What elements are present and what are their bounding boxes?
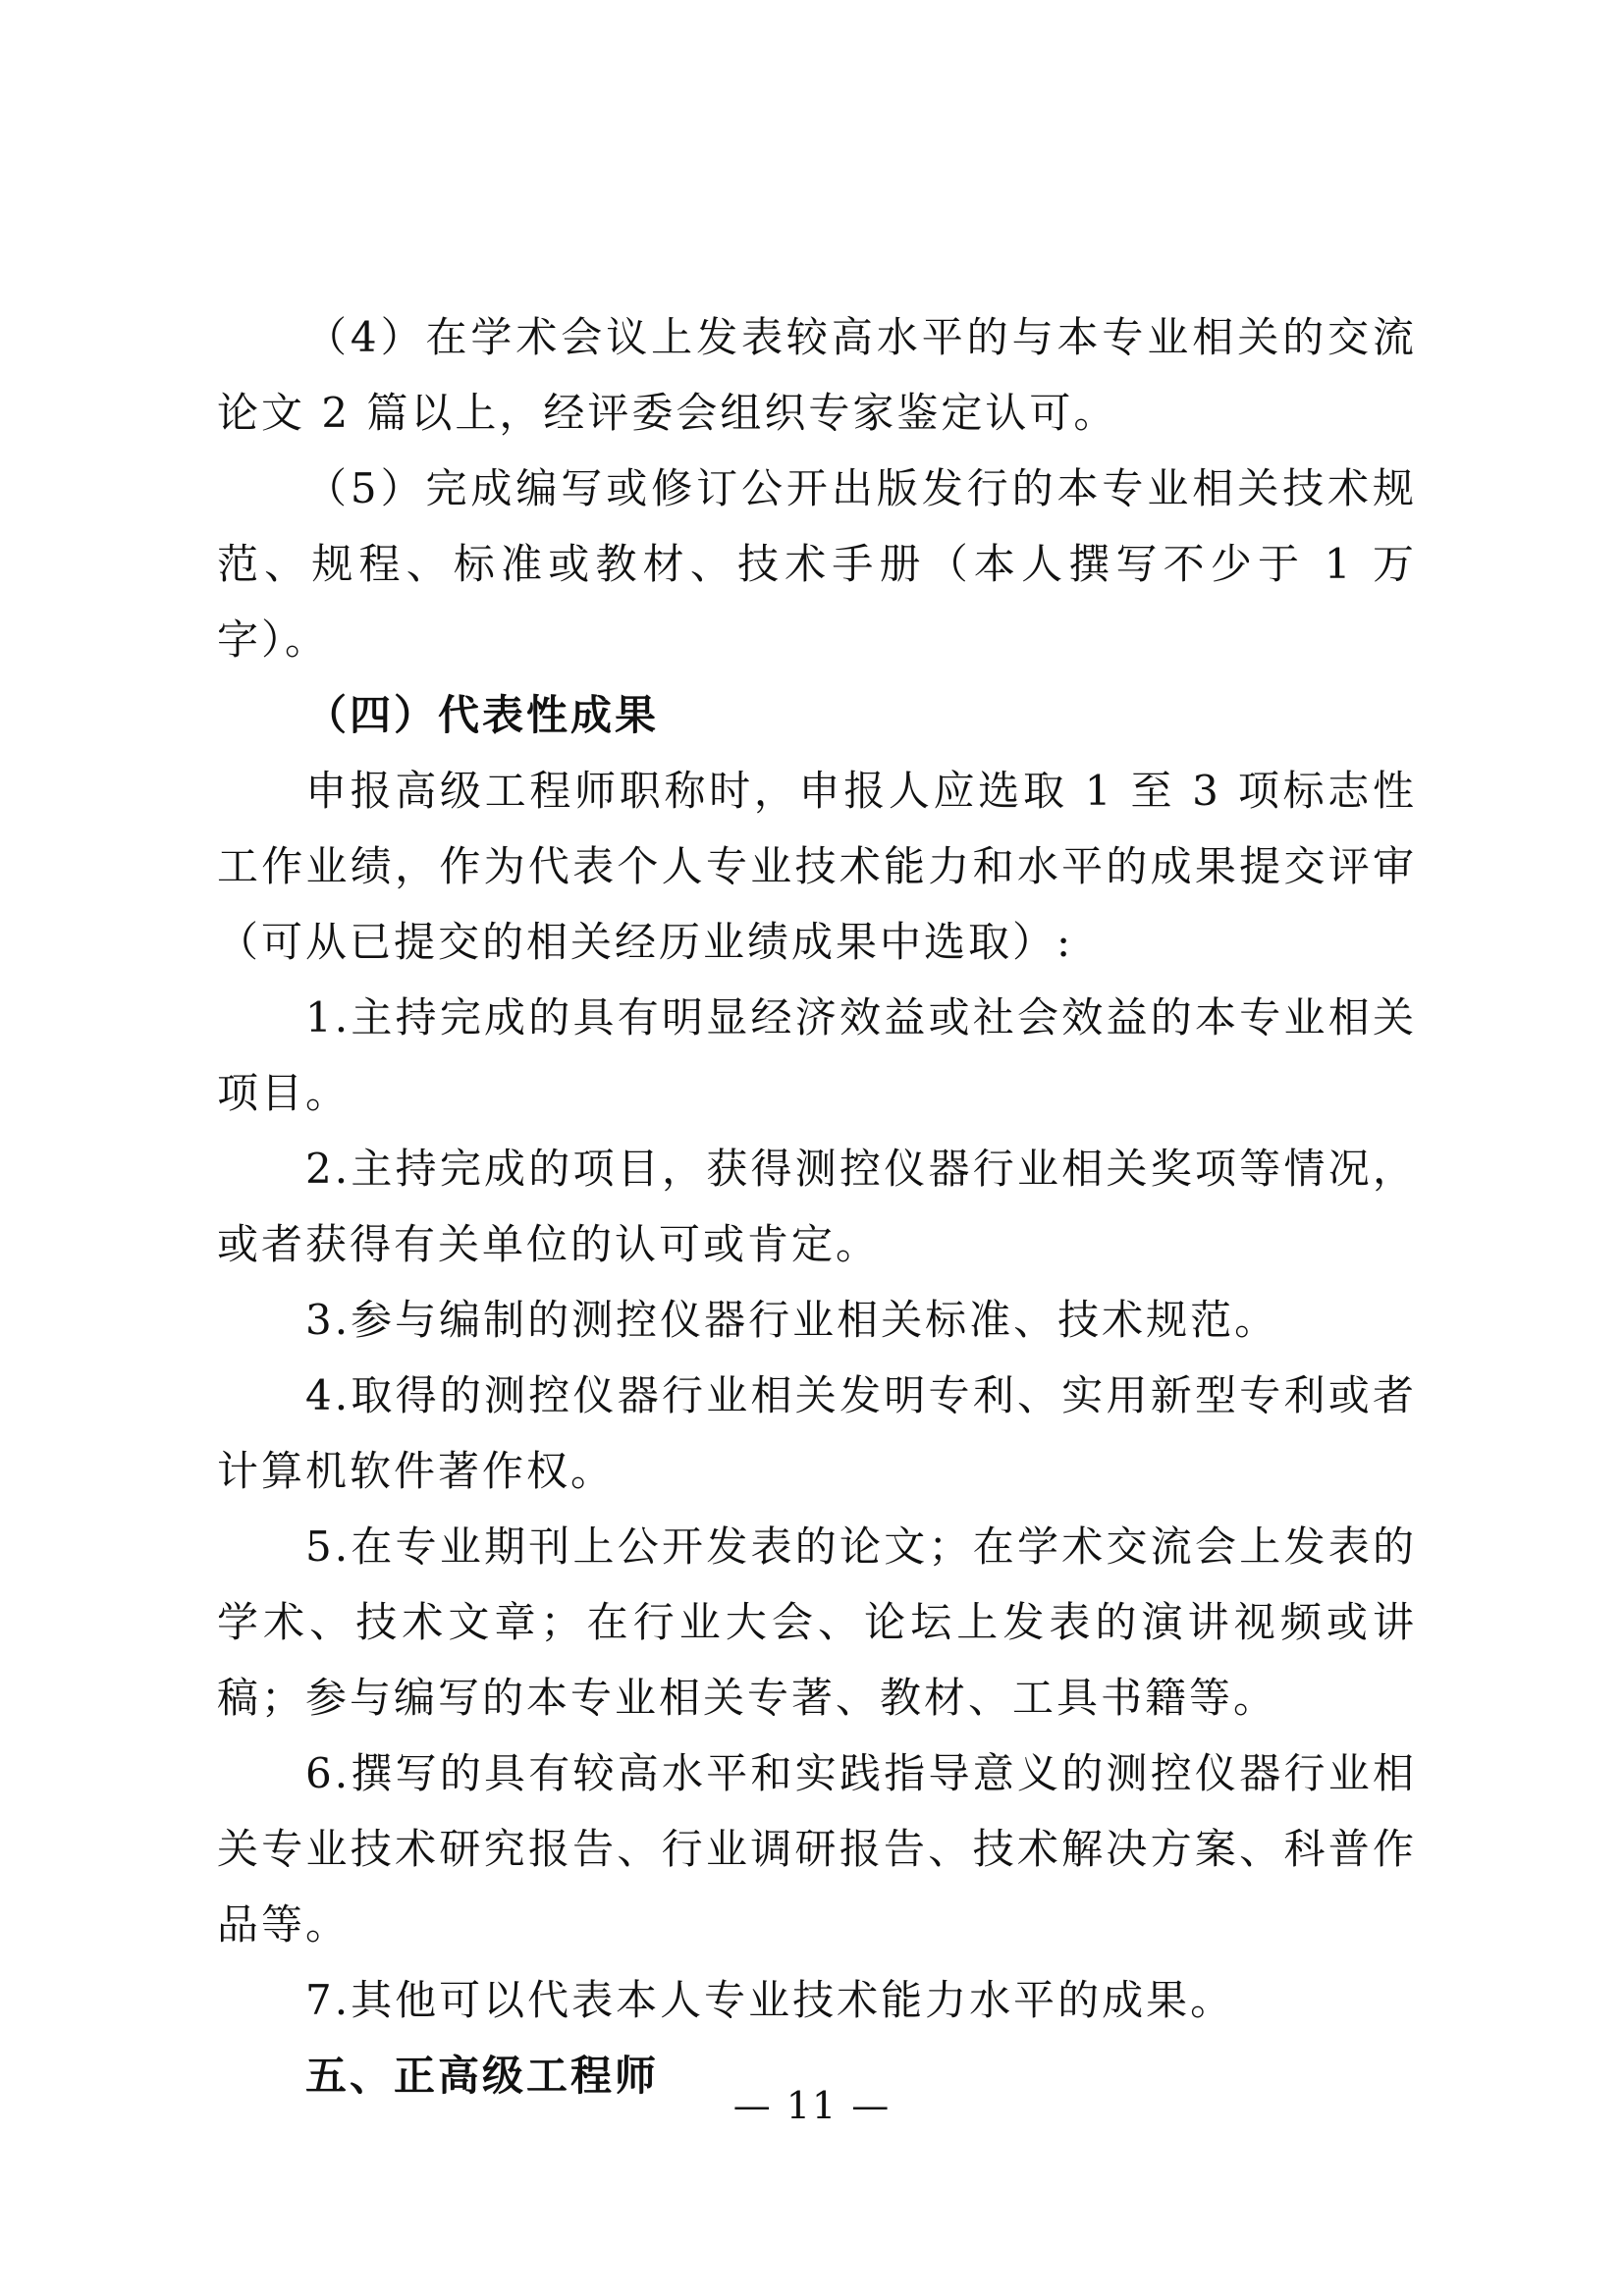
- list-item-5: 5.在专业期刊上公开发表的论文；在学术交流会上发表的学术、技术文章；在行业大会、论坛上发表的演讲视频或讲稿；参与编写的本专业相关专著、教材、工具书籍等。: [217, 1522, 1417, 1722]
- section-heading-representative-results: （四）代表性成果: [305, 691, 660, 739]
- document-body: [217, 299, 1417, 2113]
- list-item-1: 1.主持完成的具有明显经济效益或社会效益的本专业相关项目。: [217, 993, 1417, 1117]
- list-item-4: 4.取得的测控仪器行业相关发明专利、实用新型专利或者计算机软件著作权。: [217, 1371, 1417, 1495]
- list-item-6: 6.撰写的具有较高水平和实践指导意义的测控仪器行业相关专业技术研究报告、行业调研报告、技术解决方案、科普作品等。: [217, 1749, 1417, 1949]
- paragraph-intro: 申报高级工程师职称时，申报人应选取 1 至 3 项标志性工作业绩，作为代表个人专业技术能力和水平的成果提交评审（可从已提交的相关经历业绩成果中选取）:: [217, 767, 1417, 966]
- list-item-3: 3.参与编制的测控仪器行业相关标准、技术规范。: [305, 1296, 1279, 1344]
- list-item-7: 7.其他可以代表本人专业技术能力水平的成果。: [305, 1976, 1235, 2024]
- paragraph-item-4: （4）在学术会议上发表较高水平的与本专业相关的交流论文 2 篇以上，经评委会组织专家鉴定认可。: [217, 313, 1417, 437]
- list-item-2: 2.主持完成的项目，获得测控仪器行业相关奖项等情况，或者获得有关单位的认可或肯定。: [217, 1145, 1417, 1268]
- paragraph-item-5: （5）完成编写或修订公开出版发行的本专业相关技术规范、规程、标准或教材、技术手册（本人撰写不少于 1 万字）。: [217, 464, 1417, 664]
- section-heading-senior-engineer: 五、正高级工程师: [305, 2052, 660, 2100]
- page-number: — 11 —: [732, 2084, 892, 2127]
